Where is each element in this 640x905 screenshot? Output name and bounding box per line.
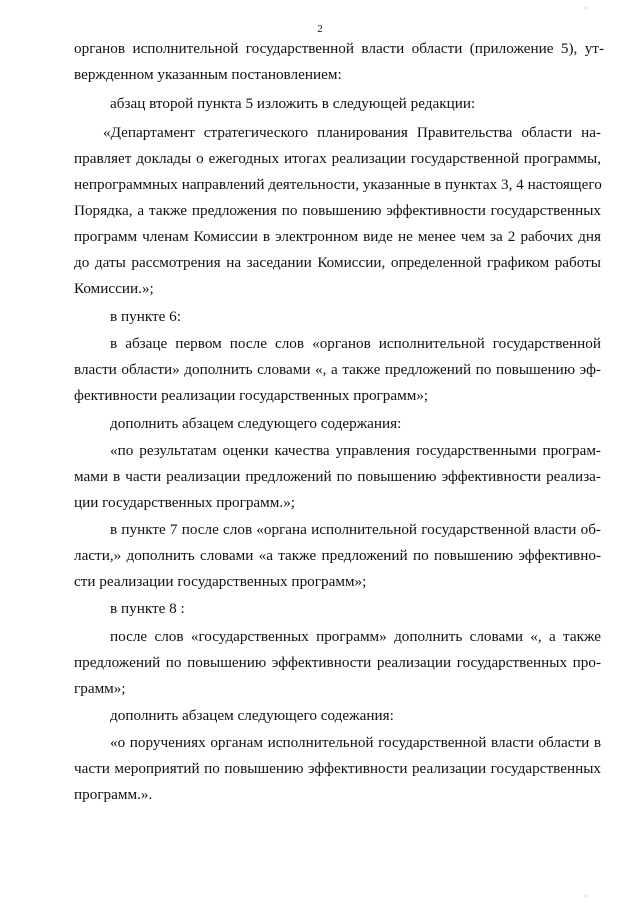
text-line-28: части мероприятий по повышению эффективности реализации государственных [74, 760, 601, 777]
text-line-8: программ членам Комиссии в электронном виде не менее чем за 2 рабочих дня [74, 228, 601, 245]
text-line-14: фективности реализации государственных программ»; [74, 387, 429, 404]
text-line-24: предложений по повышению эффективности реализации государственных про- [74, 654, 601, 671]
text-line-10: Комиссии.»; [74, 280, 154, 297]
text-line-3: абзац второй пункта 5 изложить в следующей редакции: [110, 95, 476, 112]
text-line-11: в пункте 6: [110, 308, 181, 325]
text-line-29: программ.». [74, 786, 153, 803]
scan-mark-bottom: · [584, 892, 587, 901]
text-line-2: вержденном указанным постановлением: [74, 66, 342, 83]
text-line-27: «о поручениях органам исполнительной государственной власти области в [110, 734, 601, 751]
page-number: 2 [317, 23, 323, 35]
text-line-26: дополнить абзацем следующего содежания: [110, 707, 394, 724]
text-line-7: Порядка, а также предложения по повышению эффективности государственных [74, 202, 601, 219]
text-line-16: «по результатам оценки качества управления государственными програм- [110, 442, 601, 459]
text-line-17: мами в части реализации предложений по повышению эффективности реализа- [74, 468, 601, 485]
text-line-1: органов исполнительной государственной власти области (приложение 5), ут- [74, 40, 604, 57]
text-line-4: «Департамент стратегического планирования Правительства области на- [103, 124, 601, 141]
scan-mark-top: · [584, 4, 587, 13]
text-line-20: ласти,» дополнить словами «а также предложений по повышению эффективно- [74, 547, 601, 564]
text-line-22: в пункте 8 : [110, 600, 185, 617]
text-line-23: после слов «государственных программ» дополнить словами «, а также [110, 628, 601, 645]
text-line-9: до даты рассмотрения на заседании Комиссии, определенной графиком работы [74, 254, 601, 271]
text-line-12: в абзаце первом после слов «органов исполнительной государственной [110, 335, 601, 352]
text-line-25: грамм»; [74, 680, 126, 697]
text-line-13: власти области» дополнить словами «, а также предложений по повышению эф- [74, 361, 601, 378]
text-line-19: в пункте 7 после слов «органа исполнительной государственной власти об- [110, 521, 601, 538]
text-line-15: дополнить абзацем следующего содержания: [110, 415, 402, 432]
text-line-18: ции государственных программ.»; [74, 494, 296, 511]
text-line-5: правляет доклады о ежегодных итогах реализации государственной программы, [74, 150, 601, 167]
text-line-21: сти реализации государственных программ»; [74, 573, 367, 590]
text-line-6: непрограммных направлений деятельности, указанные в пунктах 3, 4 настоящего [74, 176, 602, 193]
